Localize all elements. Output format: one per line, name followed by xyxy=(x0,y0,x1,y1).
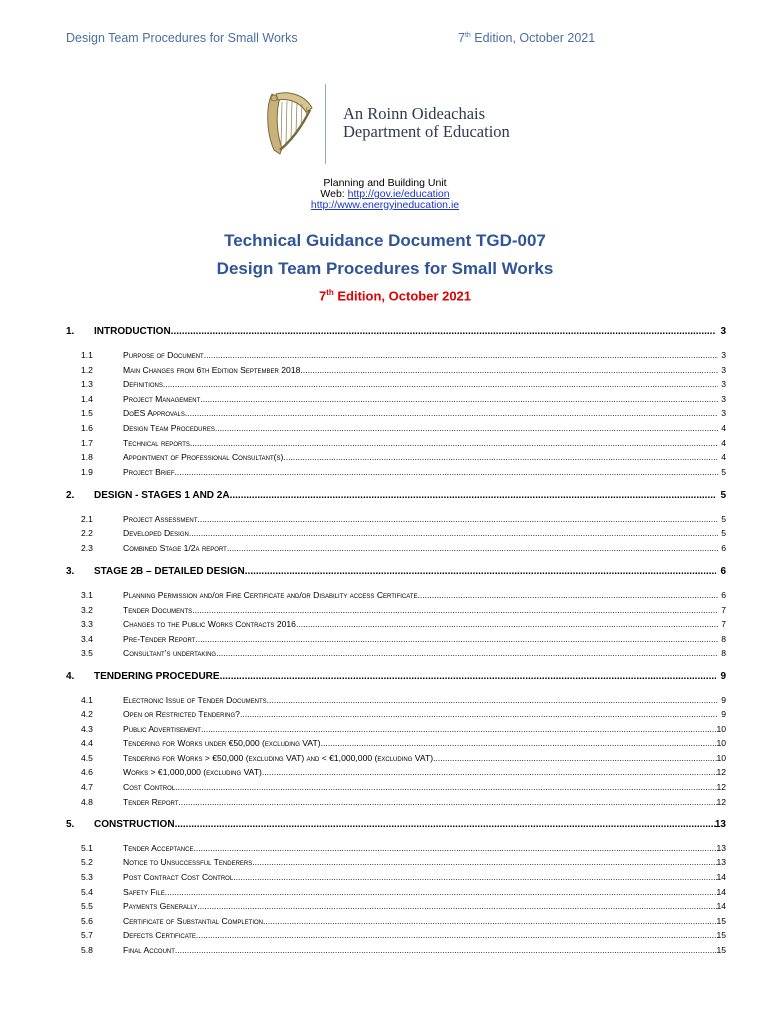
toc-leader-dots xyxy=(220,671,716,682)
toc-item-number: 3.5 xyxy=(81,648,93,658)
toc-section-label: TENDERING PROCEDURE xyxy=(94,671,220,682)
toc-item-number: 3.2 xyxy=(81,605,93,615)
toc-item-label: Consultant’s undertaking xyxy=(123,648,217,658)
toc-item-5-5[interactable] xyxy=(0,901,770,915)
toc-leader-dots xyxy=(263,916,718,926)
logo-divider xyxy=(325,84,326,164)
toc-item-2-3[interactable] xyxy=(0,543,770,557)
toc-item-1-6[interactable] xyxy=(0,423,770,437)
toc-item-entry xyxy=(123,514,718,524)
running-header-edition-date: Edition, October 2021 xyxy=(470,31,596,45)
toc-item-number: 4.8 xyxy=(81,797,93,807)
toc-item-number: 4.2 xyxy=(81,709,93,719)
toc-item-1-5[interactable] xyxy=(0,408,770,422)
toc-item-label: Purpose of Document xyxy=(123,350,204,360)
toc-section-page: 13 xyxy=(714,819,726,830)
toc-item-label: Tender Report xyxy=(123,797,179,807)
toc-item-label: Payments Generally xyxy=(123,901,198,911)
toc-section-5[interactable] xyxy=(0,819,770,833)
toc-item-page: 14 xyxy=(716,887,726,897)
toc-item-page: 15 xyxy=(716,930,726,940)
toc-leader-dots xyxy=(200,394,718,404)
toc-item-5-6[interactable] xyxy=(0,916,770,930)
toc-item-label: Tendering for Works > €50,000 (excluding VAT) and < €1,000,000 (excluding VAT) xyxy=(123,753,434,763)
toc-item-number: 3.1 xyxy=(81,590,93,600)
toc-item-label: Certificate of Substantial Completion xyxy=(123,916,263,926)
toc-item-number: 4.4 xyxy=(81,738,93,748)
toc-item-page: 3 xyxy=(721,379,726,389)
toc-item-entry xyxy=(123,605,718,615)
toc-item-page: 4 xyxy=(721,438,726,448)
toc-item-page: 8 xyxy=(721,634,726,644)
toc-item-4-4[interactable] xyxy=(0,738,770,752)
toc-leader-dots xyxy=(215,423,718,433)
toc-item-entry xyxy=(123,634,718,644)
toc-leader-dots xyxy=(283,452,718,462)
toc-item-label: Tender Acceptance xyxy=(123,843,194,853)
toc-item-label: Developed Design xyxy=(123,528,189,538)
toc-item-entry xyxy=(123,648,718,658)
toc-item-label: Tendering for Works under €50,000 (excluding VAT) xyxy=(123,738,321,748)
toc-leader-dots xyxy=(300,365,718,375)
toc-item-entry xyxy=(123,753,718,763)
toc-item-label: Public Advertisement xyxy=(123,724,201,734)
toc-section-entry xyxy=(94,490,716,501)
toc-item-number: 4.3 xyxy=(81,724,93,734)
toc-leader-dots xyxy=(240,709,718,719)
toc-leader-dots xyxy=(190,438,718,448)
toc-item-1-1[interactable] xyxy=(0,350,770,364)
toc-leader-dots xyxy=(163,379,718,389)
toc-item-number: 5.5 xyxy=(81,901,93,911)
toc-item-entry xyxy=(123,423,718,433)
toc-item-number: 1.2 xyxy=(81,365,93,375)
toc-leader-dots xyxy=(175,467,718,477)
toc-section-4[interactable] xyxy=(0,671,770,685)
toc-leader-dots xyxy=(196,930,718,940)
document-title: Technical Guidance Document TGD-007 xyxy=(224,231,546,250)
toc-item-label: Combined Stage 1/2a report xyxy=(123,543,227,553)
document-edition xyxy=(0,288,770,303)
toc-section-2[interactable] xyxy=(0,490,770,504)
toc-item-page: 5 xyxy=(721,467,726,477)
edition-suffix: th xyxy=(326,288,334,297)
department-name-irish: An Roinn Oideachais xyxy=(343,104,486,123)
toc-item-label: Planning Permission and/or Fire Certificate and/or Disability access Certificate xyxy=(123,590,418,600)
toc-item-label: Definitions xyxy=(123,379,163,389)
toc-section-entry xyxy=(94,671,716,682)
toc-item-2-2[interactable] xyxy=(0,528,770,542)
toc-leader-dots xyxy=(321,738,718,748)
toc-item-entry xyxy=(123,438,718,448)
toc-item-page: 6 xyxy=(721,543,726,553)
toc-section-entry xyxy=(94,326,716,337)
toc-item-page: 13 xyxy=(716,843,726,853)
toc-leader-dots xyxy=(262,767,718,777)
toc-item-1-7[interactable] xyxy=(0,438,770,452)
toc-section-label: STAGE 2B – DETAILED DESIGN xyxy=(94,566,245,577)
toc-item-label: Final Account xyxy=(123,945,175,955)
toc-section-number: 5. xyxy=(66,819,75,830)
toc-section-number: 1. xyxy=(66,326,75,337)
toc-section-page: 9 xyxy=(720,671,726,682)
toc-leader-dots xyxy=(201,724,718,734)
toc-section-label: INTRODUCTION xyxy=(94,326,171,337)
toc-section-number: 3. xyxy=(66,566,75,577)
toc-leader-dots xyxy=(175,782,718,792)
toc-item-3-1[interactable] xyxy=(0,590,770,604)
toc-item-label: Appointment of Professional Consultant(s) xyxy=(123,452,284,462)
toc-item-5-1[interactable] xyxy=(0,843,770,857)
toc-item-entry xyxy=(123,408,718,418)
toc-item-number: 1.7 xyxy=(81,438,93,448)
toc-item-number: 1.9 xyxy=(81,467,93,477)
department-name-english: Department of Education xyxy=(343,122,510,141)
toc-item-number: 1.3 xyxy=(81,379,93,389)
toc-leader-dots xyxy=(178,797,718,807)
toc-section-3[interactable] xyxy=(0,566,770,580)
toc-leader-dots xyxy=(189,528,718,538)
toc-item-number: 1.5 xyxy=(81,408,93,418)
toc-item-page: 9 xyxy=(721,709,726,719)
toc-item-entry xyxy=(123,857,718,867)
toc-leader-dots xyxy=(216,648,718,658)
toc-leader-dots xyxy=(227,543,718,553)
toc-item-number: 5.6 xyxy=(81,916,93,926)
toc-item-page: 12 xyxy=(716,767,726,777)
toc-item-5-7[interactable] xyxy=(0,930,770,944)
toc-item-entry xyxy=(123,467,718,477)
toc-item-page: 15 xyxy=(716,916,726,926)
running-header-title: Design Team Procedures for Small Works xyxy=(66,31,298,45)
toc-item-number: 5.8 xyxy=(81,945,93,955)
toc-leader-dots xyxy=(185,408,718,418)
toc-item-label: Defects Certificate xyxy=(123,930,196,940)
toc-item-entry xyxy=(123,872,718,882)
toc-section-entry xyxy=(94,566,716,577)
toc-item-number: 1.4 xyxy=(81,394,93,404)
toc-item-label: Safety File xyxy=(123,887,165,897)
toc-leader-dots xyxy=(252,857,718,867)
running-header-edition xyxy=(458,31,595,45)
toc-item-entry xyxy=(123,350,718,360)
toc-item-label: Tender Documents xyxy=(123,605,193,615)
toc-item-entry xyxy=(123,724,718,734)
toc-item-page: 4 xyxy=(721,452,726,462)
toc-item-5-2[interactable] xyxy=(0,857,770,871)
toc-item-number: 5.7 xyxy=(81,930,93,940)
running-header-edition-suffix: th xyxy=(464,31,471,39)
toc-item-page: 10 xyxy=(716,753,726,763)
toc-item-page: 9 xyxy=(721,695,726,705)
toc-item-number: 1.6 xyxy=(81,423,93,433)
toc-item-number: 4.7 xyxy=(81,782,93,792)
toc-item-entry xyxy=(123,695,718,705)
toc-leader-dots xyxy=(230,490,716,501)
toc-section-1[interactable] xyxy=(0,326,770,340)
toc-leader-dots xyxy=(417,590,718,600)
toc-item-entry xyxy=(123,394,718,404)
toc-item-entry xyxy=(123,709,718,719)
toc-section-number: 4. xyxy=(66,671,75,682)
toc-leader-dots xyxy=(175,819,716,830)
toc-item-entry xyxy=(123,797,718,807)
toc-item-entry xyxy=(123,738,718,748)
toc-item-number: 4.1 xyxy=(81,695,93,705)
toc-section-label: CONSTRUCTION xyxy=(94,819,175,830)
toc-item-1-9[interactable] xyxy=(0,467,770,481)
toc-item-number: 2.3 xyxy=(81,543,93,553)
toc-item-entry xyxy=(123,782,718,792)
toc-item-number: 2.2 xyxy=(81,528,93,538)
energy-in-education-link[interactable]: http://www.energyineducation.ie xyxy=(310,199,460,211)
toc-item-2-1[interactable] xyxy=(0,514,770,528)
toc-item-4-3[interactable] xyxy=(0,724,770,738)
toc-item-entry xyxy=(123,452,718,462)
toc-leader-dots xyxy=(233,872,718,882)
toc-item-4-6[interactable] xyxy=(0,767,770,781)
toc-item-number: 4.5 xyxy=(81,753,93,763)
toc-section-page: 6 xyxy=(720,566,726,577)
toc-item-1-2[interactable] xyxy=(0,365,770,379)
toc-leader-dots xyxy=(195,634,718,644)
toc-item-number: 3.3 xyxy=(81,619,93,629)
toc-item-page: 7 xyxy=(721,619,726,629)
toc-item-4-7[interactable] xyxy=(0,782,770,796)
toc-item-label: DoES Approvals xyxy=(123,408,185,418)
toc-item-page: 3 xyxy=(721,365,726,375)
toc-leader-dots xyxy=(433,753,718,763)
toc-item-label: Cost Control xyxy=(123,782,176,792)
toc-item-number: 4.6 xyxy=(81,767,93,777)
toc-item-1-8[interactable] xyxy=(0,452,770,466)
toc-item-3-2[interactable] xyxy=(0,605,770,619)
department-logo xyxy=(262,84,532,164)
toc-item-number: 2.1 xyxy=(81,514,93,524)
toc-item-entry xyxy=(123,916,718,926)
toc-item-page: 15 xyxy=(716,945,726,955)
toc-item-page: 3 xyxy=(721,408,726,418)
toc-item-page: 6 xyxy=(721,590,726,600)
toc-item-page: 3 xyxy=(721,350,726,360)
toc-item-label: Design Team Procedures xyxy=(123,423,215,433)
toc-item-5-3[interactable] xyxy=(0,872,770,886)
toc-item-entry xyxy=(123,619,718,629)
toc-item-page: 8 xyxy=(721,648,726,658)
toc-leader-dots xyxy=(204,350,718,360)
toc-item-label: Electronic Issue of Tender Documents xyxy=(123,695,267,705)
toc-item-entry xyxy=(123,365,718,375)
toc-item-page: 4 xyxy=(721,423,726,433)
toc-section-entry xyxy=(94,819,716,830)
unit-name: Planning and Building Unit xyxy=(323,177,447,189)
toc-item-label: Works > €1,000,000 (excluding VAT) xyxy=(123,767,262,777)
unit-web-label: Web: xyxy=(320,188,348,200)
toc-item-label: Open or Restricted Tendering? xyxy=(123,709,240,719)
toc-item-number: 5.2 xyxy=(81,857,93,867)
toc-item-page: 7 xyxy=(721,605,726,615)
toc-item-4-8[interactable] xyxy=(0,797,770,811)
toc-section-number: 2. xyxy=(66,490,75,501)
toc-item-label: Pre-Tender Report xyxy=(123,634,196,644)
toc-item-label: Project Assessment xyxy=(123,514,198,524)
toc-item-label: Technical reports xyxy=(123,438,190,448)
toc-item-number: 1.1 xyxy=(81,350,93,360)
toc-leader-dots xyxy=(193,843,718,853)
toc-leader-dots xyxy=(165,887,718,897)
toc-item-label: Project Brief xyxy=(123,467,175,477)
edition-number: 7 xyxy=(318,288,327,304)
toc-item-page: 12 xyxy=(716,797,726,807)
running-header-edition-number: 7 xyxy=(458,31,465,45)
toc-section-page: 5 xyxy=(720,490,726,501)
toc-item-3-3[interactable] xyxy=(0,619,770,633)
toc-leader-dots xyxy=(197,901,718,911)
toc-item-entry xyxy=(123,843,718,853)
toc-item-number: 1.8 xyxy=(81,452,93,462)
toc-leader-dots xyxy=(267,695,718,705)
toc-item-entry xyxy=(123,379,718,389)
toc-item-page: 13 xyxy=(716,857,726,867)
toc-section-page: 3 xyxy=(720,326,726,337)
toc-leader-dots xyxy=(175,945,718,955)
toc-item-label: Main Changes from 6th Edition September 2018 xyxy=(123,365,301,375)
toc-item-entry xyxy=(123,945,718,955)
toc-item-label: Changes to the Public Works Contracts 2016 xyxy=(123,619,296,629)
toc-item-label: Project Management xyxy=(123,394,201,404)
toc-item-label: Post Contract Cost Control xyxy=(123,872,234,882)
toc-item-1-3[interactable] xyxy=(0,379,770,393)
toc-leader-dots xyxy=(192,605,718,615)
toc-item-4-1[interactable] xyxy=(0,695,770,709)
toc-item-entry xyxy=(123,543,718,553)
toc-item-entry xyxy=(123,767,718,777)
toc-leader-dots xyxy=(296,619,718,629)
toc-item-entry xyxy=(123,930,718,940)
toc-item-page: 14 xyxy=(716,901,726,911)
toc-item-page: 5 xyxy=(721,528,726,538)
toc-item-1-4[interactable] xyxy=(0,394,770,408)
toc-item-page: 12 xyxy=(716,782,726,792)
harp-emblem-icon xyxy=(262,88,316,160)
toc-item-entry xyxy=(123,901,718,911)
toc-item-page: 10 xyxy=(716,738,726,748)
edition-date: Edition, October 2021 xyxy=(333,288,472,304)
toc-section-label: DESIGN - STAGES 1 AND 2A xyxy=(94,490,230,501)
toc-item-5-4[interactable] xyxy=(0,887,770,901)
toc-item-page: 14 xyxy=(716,872,726,882)
toc-item-number: 3.4 xyxy=(81,634,93,644)
unit-web-line-2 xyxy=(0,199,770,211)
toc-item-number: 5.3 xyxy=(81,872,93,882)
toc-item-4-5[interactable] xyxy=(0,753,770,767)
toc-item-5-8[interactable] xyxy=(0,945,770,959)
document-subtitle: Design Team Procedures for Small Works xyxy=(216,259,554,278)
toc-item-number: 5.1 xyxy=(81,843,93,853)
toc-item-number: 5.4 xyxy=(81,887,93,897)
toc-leader-dots xyxy=(197,514,718,524)
toc-item-entry xyxy=(123,887,718,897)
education-link[interactable]: http://gov.ie/education xyxy=(347,188,450,200)
toc-item-3-5[interactable] xyxy=(0,648,770,662)
toc-item-3-4[interactable] xyxy=(0,634,770,648)
toc-leader-dots xyxy=(171,326,716,337)
toc-item-page: 5 xyxy=(721,514,726,524)
toc-item-label: Notice to Unsuccessful Tenderers xyxy=(123,857,253,867)
toc-item-entry xyxy=(123,528,718,538)
toc-item-entry xyxy=(123,590,718,600)
toc-item-page: 3 xyxy=(721,394,726,404)
toc-leader-dots xyxy=(245,566,716,577)
toc-item-4-2[interactable] xyxy=(0,709,770,723)
toc-item-page: 10 xyxy=(716,724,726,734)
